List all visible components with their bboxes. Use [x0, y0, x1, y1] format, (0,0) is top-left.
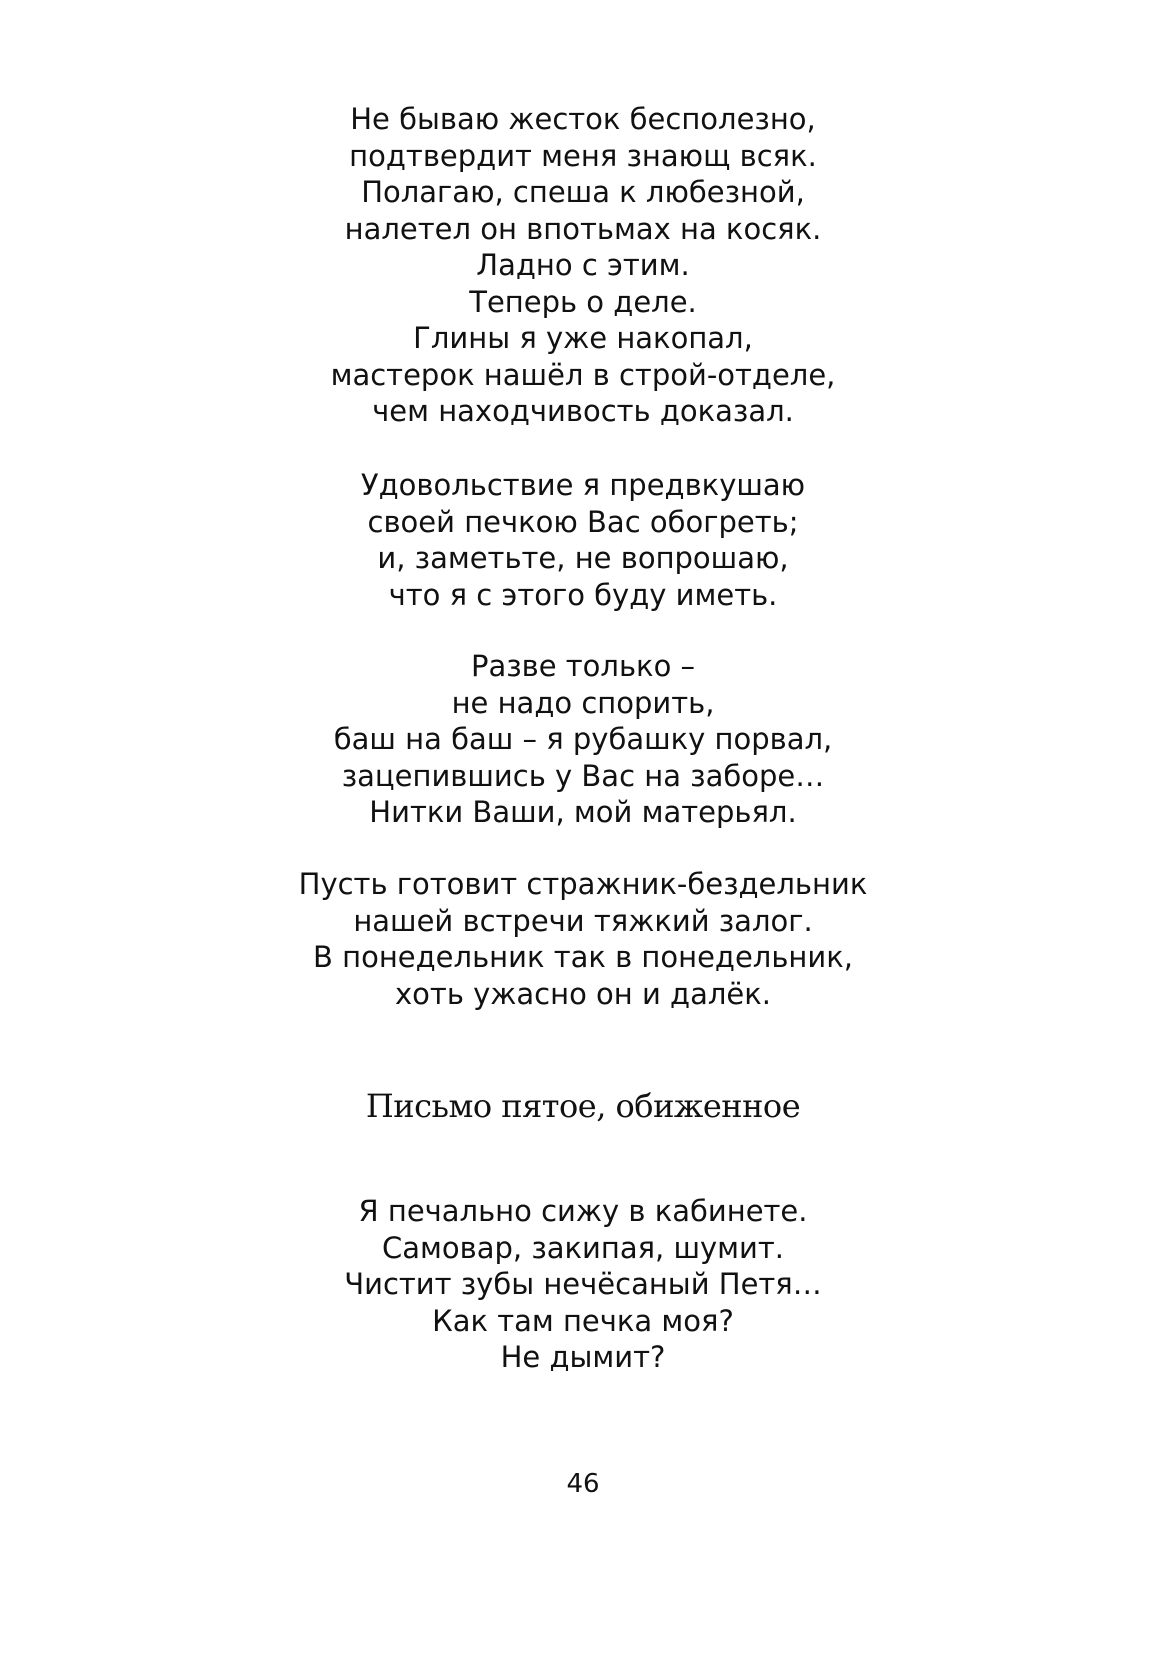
poem-line: Не бываю жесток бесполезно, [350, 102, 816, 136]
poem-line: хоть ужасно он и далёк. [395, 976, 771, 1011]
poem-line: Не дымит? [500, 1340, 666, 1374]
letter-stanza-1 [0, 1193, 1166, 1376]
poem-line: налетел он впотьмах на косяк. [344, 211, 822, 246]
poem-line: что я с этого буду иметь. [388, 577, 778, 612]
poem-stanza-3 [0, 648, 1166, 831]
poem-line: Самовар, закипая, шумит. [381, 1230, 785, 1265]
poem-line: В понедельник так в понедельник, [313, 940, 853, 974]
section-heading: Письмо пятое, обиженное [365, 1087, 801, 1125]
poem-line: не надо спорить, [451, 685, 715, 720]
poem-line: Нитки Ваши, мой матерьял. [369, 795, 797, 829]
poem-line: баш на баш – я рубашку порвал, [333, 722, 833, 756]
poem-stanza-1 [0, 101, 1166, 430]
poem-stanza-4 [0, 866, 1166, 1012]
poem-line: мастерок нашёл в строй-отделе, [330, 357, 836, 392]
poem-line: чем находчивость доказал. [372, 394, 794, 428]
poem-line: Как там печка моя? [432, 1303, 734, 1338]
poem-line: Разве только – [470, 649, 696, 683]
poem-line: и, заметьте, не вопрошаю, [377, 541, 789, 575]
poem-line: Чистит зубы нечёсаный Петя… [344, 1267, 822, 1301]
poem-line: Пусть готовит стражник-бездельник [298, 867, 868, 901]
poem-line: Ладно с этим. [476, 248, 690, 282]
poem-line: Я печально сижу в кабинете. [358, 1194, 808, 1228]
poem-line: Теперь о деле. [469, 284, 697, 319]
poem-stanza-2 [0, 467, 1166, 613]
poem-line: Полагаю, спеша к любезной, [361, 175, 805, 209]
poem-line: нашей встречи тяжкий залог. [353, 903, 813, 938]
poem-line: своей печкою Вас обогреть; [367, 504, 799, 539]
page-number: 46 [566, 1469, 600, 1499]
poem-line: зацепившись у Вас на заборе… [341, 758, 825, 793]
poem-line: подтвердит меня знающ всяк. [349, 138, 817, 173]
poem-line: Удовольствие я предвкушаю [360, 468, 806, 502]
poem-line: Глины я уже накопал, [413, 321, 753, 355]
